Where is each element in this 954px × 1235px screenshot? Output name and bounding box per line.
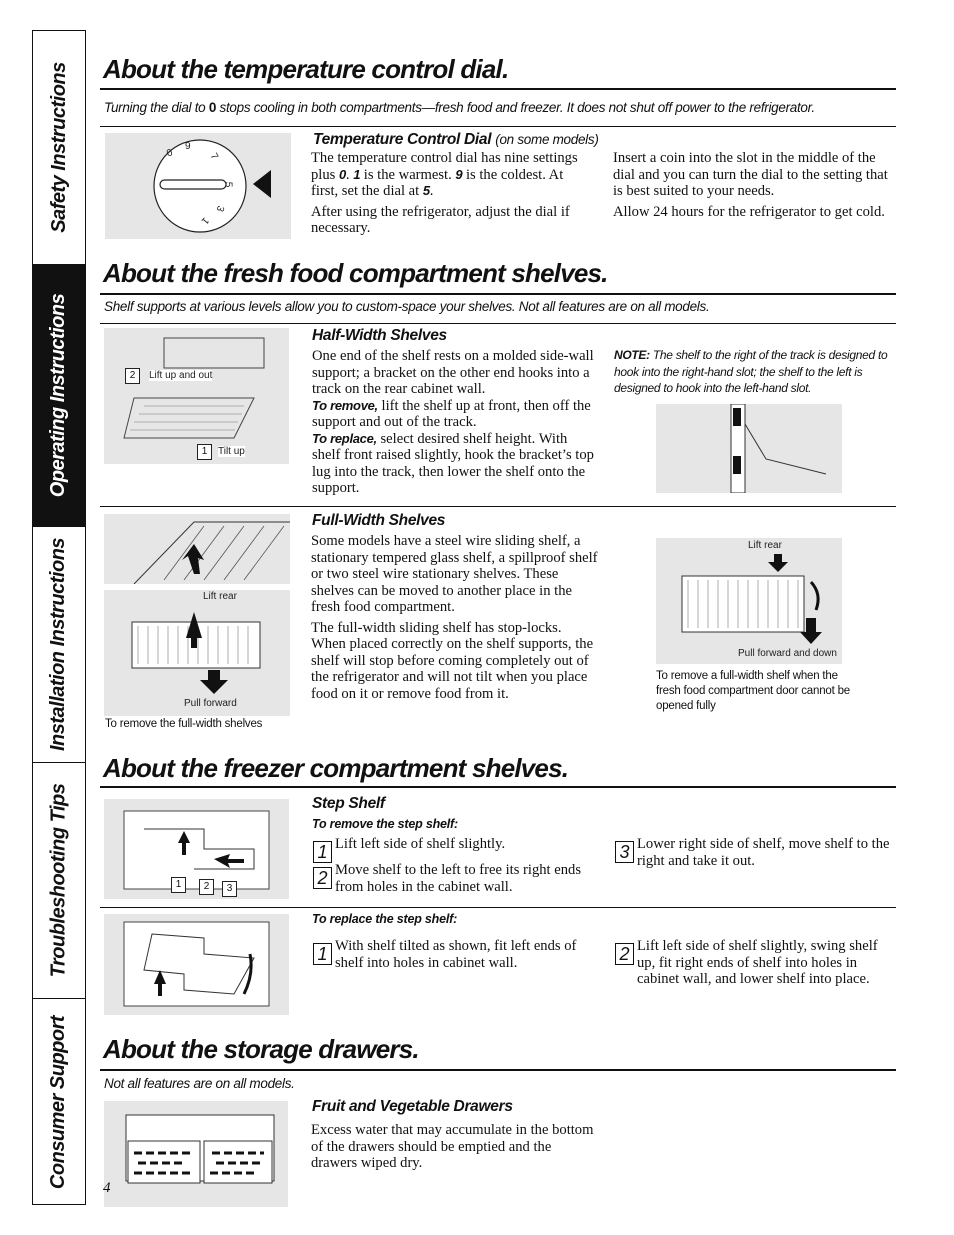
divider [100,323,896,324]
side-tabs [32,30,86,1205]
dial-pointer-arrow [253,170,271,198]
replace-step-shelf-heading: To replace the step shelf: [312,912,458,926]
remove-step-number: 3 [615,841,634,863]
fresh-food-section-title: About the fresh food compartment shelves. [103,258,608,288]
divider [100,506,896,507]
half-width-shelf-illustration [104,328,289,464]
shelf-upper [164,338,264,368]
tab-installation-instructions[interactable]: Installation Instructions [33,527,85,763]
temperature-intro: Turning the dial to 0 stops cooling in both compartments—fresh food and freezer. It does not shut off power to the refrigerator. [104,100,815,115]
replace-step-number: 1 [313,943,332,965]
divider [100,126,896,127]
remove-step-shelf-heading: To remove the step shelf: [312,817,458,831]
fruit-vegetable-heading: Fruit and Vegetable Drawers [312,1098,513,1115]
temperature-section-title: About the temperature control dial. [103,54,509,84]
full-width-heading: Full-Width Shelves [312,512,446,529]
pull-arrow [811,582,818,610]
tab-operating-instructions[interactable]: Operating Instructions [33,265,85,527]
track-slot [733,408,741,426]
temperature-dial-heading: Temperature Control Dial (on some models) [313,131,599,148]
full-width-left-caption: To remove the full-width shelves [105,718,263,730]
remove-step-text: Lift left side of shelf slightly. [335,836,506,852]
freezer-section-title: About the freezer compartment shelves. [103,753,569,783]
step-shelf-replace-illustration [104,914,289,1015]
step-marker: 2 [199,879,214,895]
full-width-right-caption: To remove a full-width shelf when the fresh food compartment door cannot be opened fully [656,670,850,712]
divider [100,907,896,908]
tab-troubleshooting-tips[interactable]: Troubleshooting Tips [33,763,85,999]
dial-number-0: 0 [165,147,175,160]
half-width-note: NOTE: The shelf to the right of the track is designed to hook into the right-hand slot; the shelf to the left is designed to hook into the left-hand slot. [614,348,888,395]
freezer-cabinet [124,811,269,889]
dial-number-1: 1 [198,214,211,227]
dial-number-3: 3 [213,204,226,213]
replace-step-text: With shelf tilted as shown, fit left ends of shelf into holes in cabinet wall. [335,938,577,971]
step-shelf-heading: Step Shelf [312,795,385,812]
half-width-text: One end of the shelf rests on a molded side-wall support; a bracket on the other end hooks into a track on the rear cabinet wall. To remove, lift the shelf up at front, then off the support and out of the track. To replace, select desired shelf height. With shelf front raised slightly, hook the bracket’s top lug into the track, then lower the shelf onto the support. [312,348,594,496]
temperature-left-text: The temperature control dial has nine settings plus 0. 1 is the warmest. 9 is the coldest. At first, set the dial at 5. After using the refrigerator, adjust the dial if necessary. [311,150,578,236]
replace-step-text: Lift left side of shelf slightly, swing shelf up, fit right ends of shelf into holes in cabinet wall, and lower shelf into place. [637,938,878,987]
section-rule [100,786,896,788]
tab-consumer-support[interactable]: Consumer Support [47,1015,70,1190]
replace-shelf-drawing [104,914,289,1015]
shelf-track-illustration [656,404,842,493]
drawers-drawing [104,1101,288,1207]
pull-arrow [200,670,228,694]
replace-step-number: 2 [615,943,634,965]
tilt-up-label: Tilt up [218,446,245,457]
step-shelf-remove-illustration [104,799,289,899]
full-shelf-top-drawing [104,514,290,584]
lift-arrow [768,554,788,572]
section-rule [100,88,896,90]
full-width-door-illustration [656,538,842,664]
step-marker: 3 [222,881,237,897]
shelf-wires [130,406,244,430]
drawers-intro: Not all features are on all models. [104,1076,295,1091]
shelf-frame [134,522,290,584]
door-shelf-drawing [656,538,842,664]
full-width-shelf-illustration [104,590,290,716]
dial-number-7: 7 [207,151,220,162]
fresh-food-intro: Shelf supports at various levels allow you to custom-space your shelves. Not all features are on all models. [104,299,710,314]
shelf [682,576,804,632]
lift-rear-label: Lift rear [203,591,237,602]
remove-step-text: Lower right side of shelf, move shelf to the right and take it out. [637,836,890,869]
bracket [745,424,826,474]
step-shelf-drawing [104,799,289,899]
temperature-right-text: Insert a coin into the slot in the middle of the dial and you can turn the dial to the setting that is best suited to your needs. Allow 24 hours for the refrigerator to get cold. [613,150,888,220]
full-width-text: Some models have a steel wire sliding shelf, a stationary tempered glass shelf, a spillproof shelf or two steel wire stationary shelves. These shelves can be moved to another place in the fresh food compartment. The full-width sliding shelf has stop-locks. When placed correctly on the shelf supports, the shelf will stop before coming completely out of the refrigerator and will not tilt when you place food on it or remove food from it. [311,533,598,702]
track-drawing [656,404,842,493]
shelf-lower [124,398,254,438]
half-width-heading: Half-Width Shelves [312,327,447,344]
page-number: 4 [103,1180,111,1196]
dial-number-5: 5 [222,181,234,188]
pull-forward-label: Pull forward [184,698,237,709]
pull-forward-down-label: Pull forward and down [738,648,837,659]
dial-number-9: 9 [185,141,191,152]
drawers-text: Excess water that may accumulate in the bottom of the drawers should be emptied and the drawers wiped dry. [311,1122,594,1171]
drawer-right [204,1141,272,1183]
section-rule [100,293,896,295]
drawers-section-title: About the storage drawers. [103,1034,419,1064]
lift-arrow [182,544,204,574]
section-rule [100,1069,896,1071]
coin-slot [160,180,226,189]
dial-drawing [105,133,291,239]
full-width-shelf-top-illustration [104,514,290,584]
step-marker: 1 [171,877,186,893]
remove-step-number: 1 [313,841,332,863]
tab-safety-instructions[interactable]: Safety Instructions [33,31,85,265]
remove-step-number: 2 [313,867,332,889]
step-marker: 2 [125,368,140,384]
remove-step-text: Move shelf to the left to free its right ends from holes in the cabinet wall. [335,862,582,895]
temperature-dial-illustration [105,133,291,239]
track-slot [733,456,741,474]
lift-up-label: Lift up and out [149,370,213,381]
lift-rear-label: Lift rear [748,540,782,551]
step-marker: 1 [197,444,212,460]
drawers-illustration [104,1101,288,1207]
